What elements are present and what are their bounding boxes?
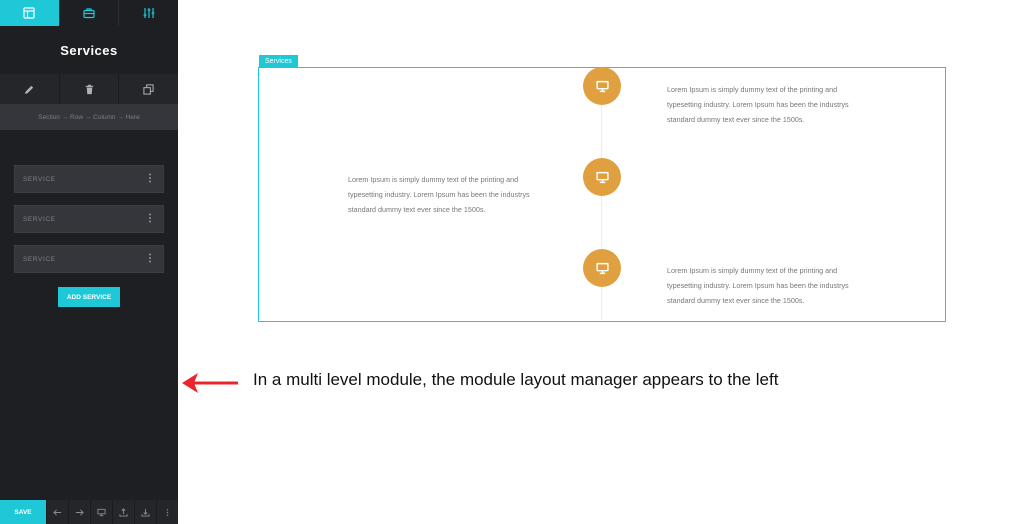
arrow-left-icon xyxy=(180,370,240,396)
timeline-node xyxy=(583,67,621,105)
desktop-icon xyxy=(97,508,106,517)
list-item-label: SERVICE xyxy=(23,175,56,183)
add-service-button[interactable]: ADD SERVICE xyxy=(58,287,120,307)
more-vertical-icon[interactable]: ⋮ xyxy=(145,253,155,264)
module-title: Services xyxy=(60,42,118,58)
more-vertical-icon[interactable]: ⋮ xyxy=(145,173,155,184)
sidebar-top-nav xyxy=(0,0,178,26)
delete-button[interactable] xyxy=(60,74,120,104)
list-item-label: SERVICE xyxy=(23,255,56,263)
list-item[interactable] xyxy=(14,205,164,233)
more-vertical-icon[interactable]: ⋮ xyxy=(145,213,155,224)
upload-icon xyxy=(119,508,128,517)
timeline-node xyxy=(583,158,621,196)
tab-settings[interactable] xyxy=(119,0,178,26)
more-button[interactable] xyxy=(156,500,178,524)
list-item-label: SERVICE xyxy=(23,215,56,223)
timeline-entry-text: Lorem Ipsum is simply dummy text of the printing and typesetting industry. Lorem Ipsum has been the industrys standard dummy text ever since the 1500s. xyxy=(667,266,849,305)
tab-layout[interactable] xyxy=(0,0,60,26)
annotation-text: In a multi level module, the module layout manager appears to the left xyxy=(253,370,779,389)
layout-icon xyxy=(23,7,35,19)
responsive-preview-button[interactable] xyxy=(90,500,112,524)
list-item[interactable] xyxy=(14,245,164,273)
timeline-entry-text: Lorem Ipsum is simply dummy text of the printing and typesetting industry. Lorem Ipsum has been the industrys standard dummy text ever since the 1500s. xyxy=(348,175,530,214)
briefcase-icon xyxy=(83,7,95,19)
redo-button[interactable] xyxy=(68,500,90,524)
timeline-node xyxy=(583,249,621,287)
module-actions xyxy=(0,74,178,104)
undo-icon xyxy=(53,508,62,517)
download-icon xyxy=(141,508,150,517)
more-icon xyxy=(163,508,172,517)
tab-modules[interactable] xyxy=(60,0,120,26)
section-tag[interactable]: Services xyxy=(259,55,298,68)
trash-icon xyxy=(84,84,95,95)
monitor-icon xyxy=(596,262,609,275)
timeline-entry-text: Lorem Ipsum is simply dummy text of the printing and typesetting industry. Lorem Ipsum has been the industrys standard dummy text ever since the 1500s. xyxy=(667,85,849,124)
edit-button[interactable] xyxy=(0,74,60,104)
monitor-icon xyxy=(596,80,609,93)
redo-icon xyxy=(75,508,84,517)
import-button[interactable] xyxy=(134,500,156,524)
monitor-icon xyxy=(596,171,609,184)
list-item[interactable] xyxy=(14,165,164,193)
duplicate-button[interactable] xyxy=(119,74,178,104)
bottom-toolbar xyxy=(0,500,178,524)
sliders-icon xyxy=(143,7,155,19)
duplicate-icon xyxy=(143,84,154,95)
service-item-list xyxy=(14,165,164,285)
undo-button[interactable] xyxy=(46,500,68,524)
save-button[interactable]: SAVE xyxy=(0,500,46,524)
pencil-icon xyxy=(24,84,35,95)
breadcrumb: Section → Row → Column → Here xyxy=(0,104,178,130)
export-button[interactable] xyxy=(112,500,134,524)
module-layout-manager xyxy=(0,0,178,524)
